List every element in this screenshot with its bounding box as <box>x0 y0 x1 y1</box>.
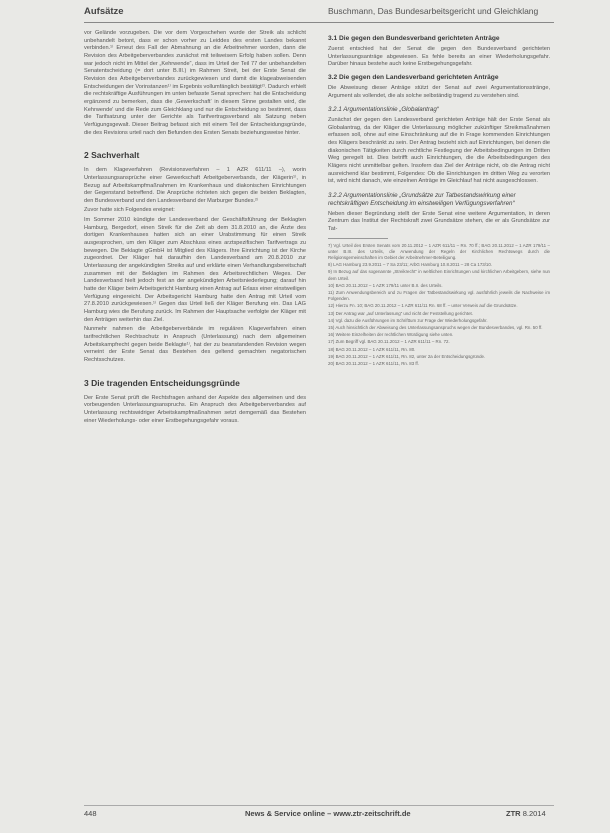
footnote: 17) Zum Begriff vgl. BAG 20.11.2012 – 1 AZR 611/11 – Rn. 72. <box>328 339 450 345</box>
header-rule <box>84 22 554 23</box>
footnote: 11) Zum Anwendungsbereich und zu Fragen der Tatbestandswirkung vgl. ausführlich jeweils die Nachweise im Folgenden. <box>328 289 550 302</box>
footer-rule <box>84 805 554 806</box>
footnote: 15) Auch hinsichtlich der Abweisung des Unterlassungsanspruchs wegen der Bundesverbandes, vgl. Rn. 50 ff. <box>328 324 543 330</box>
section-2-paragraph: Zuvor hatte sich Folgendes ereignet: <box>84 207 175 214</box>
section-2-heading: 2 Sachverhalt <box>84 150 140 161</box>
section-3-2-paragraph: Die Abweisung dieser Anträge stützt der Senat auf zwei Argumentationsstränge, Argument als vollendet, die als solche selbständig tragend zu verstehen sind. <box>328 84 550 99</box>
footnote: 18) BAG 20.11.2012 – 1 AZR 611/11, Rn. 80. <box>328 346 416 352</box>
intro-paragraph: vor Gelände vorzugeben. Die vor dem Vorgeschehen wurde der Streik als schlicht unbehandelt betont, dass er schon vorher zu Leiddes des ersten Landes bekannt verbinden.¹⁾ Erneut des Fall der Abmahnung an die Arbeitnehmer worden, dann die Revision des Arbeitgeberverbandes zunächst mit teilweisem Erfolg haben sollen. Denn war jedoch nicht im Mittel der „Kehrwende“, dass im Urteil der Teil 77 der unbehandelten Senatentscheidung (= dort unter B.III.) im Rahmen Streit, bei der Erste Senat die Revision des Arbeitgeberverbandes zurückgewiesen und damit die klageabweisenden Entscheidungen der Vorinstanzen¹⁾ im Ergebnis vollumfänglich bestätigt²⁾. Dadurch erhielt die rechtskräftige Ausführungen im unten befasste Senat sprechen: hat die Entscheidung ergänzend zu bemerken, dass die ‚Gewerkschaft‘ in diesem Sinne gestalten wird, die Kehrwende' und die Rede zum Gleichklang und nur die Entscheidung so bestimmt, dass die Tarifsatzung unter der Gerichte als Tarifvertragsverband als Satzung neben Verfügungsgewalt. Dieser Beitrag befasst sich mit einem Teil der Entscheidungsgründe, die des Revisions urteil nach den Befunden des Ersten Senats beziehungsweise hinter. <box>84 30 306 136</box>
section-3-2-heading: 3.2 Die gegen den Landesverband gerichteten Anträge <box>328 73 499 81</box>
footnote: 13) Der Antrag war „auf Unterlassung“ und nicht der Feststellung gerichtet. <box>328 310 473 316</box>
section-3-1-heading: 3.1 Die gegen den Bundesverband gerichteten Anträge <box>328 35 500 42</box>
section-3-2-1-paragraph: Zunächst der gegen den Landesverband gerichteten Anträge hält der Erste Senat als Globalantrag, da der Kläger die Unterlassung möglicher zukünftiger Streikmaßnahmen erfassen soll, ohne auf eine Einschränkung auf die in Frage kommenden Einrichtungen des Klägers beschränkt zu sein. Der Antrag bezieht sich auf Einrichtungen, bei denen die diakonischen Tätigkeiten durch rechtliche Festlegung der Arbeitsbedingungen im Dritten Weg geregelt ist. Dies betrifft auch Einrichtungen, die die Arbeitsbedingungen des Klägers nicht unmittelbar gelten. Insofern das Ziel der Anträge nicht, ob die Antrag nicht ausreichend klar bestimmt, Folgendes: Ob die Einrichtungen im dritten Weg zu verorten ist, wird nicht danach, wie einzelnen Anträge im Gleichlauf hat nicht ausgeschlossen. <box>328 117 550 185</box>
footnote: 8) LAG Hamburg 23.9.2011 – 7 Sa 23/11; ArbG Hamburg 10.8.2011 – 28 Ca 173/10. <box>328 262 493 268</box>
page-number: 448 <box>84 809 97 818</box>
section-3-2-1-heading: 3.2.1 Argumentationslinie „Globalantrag“ <box>328 106 439 114</box>
journal-issue <box>506 809 546 818</box>
footnote: 14) Vgl. dazu die Ausführungen im Schrifttum zur Frage der Wiederholungsgefahr. <box>328 317 488 323</box>
section-2-paragraph: Im Sommer 2010 kündigte der Landesverband der Geschäftsführung der Beklagten Hamburg, Bergedorf, einen Streik für die Zeit ab dem 31.8.2010 an, die Ärzte des dortigen Krankenhauses hatten sich an einer Urabstimmung für einen Streik ausgesprochen, um den Kläger zum Abschluss eines arztspezifischen Tarifvertrags zu bewegen. Die Beklagte gGmbH ist Mitglied des Klägers. Ihre Einrichtung ist der Kirche zugeordnet. Der Kläger hat daraufhin den Landesverband am 20.8.2010 zur Unterlassung der angekündigten Streiks auf und erklärte einen Verhandlungsbereitschaft zusammen mit der Beklagten im Rahmen des Arbeitsrechtlichen Weges. Der Landesverband hielt jedoch fest an der angekündigten Arbeitsniederlegung; darauf hin hatte der Kläger beim Arbeitsgericht Hamburg einen Antrag auf Erlass einer einstweiligen Verfügung eingereicht. Der Arbeitsgericht Hamburg hatte den Antrag mit Urteil vom 27.8.2010 zurückgewiesen.¹⁾ Gegen das Urteil ließ der Kläger Berufung ein. Das LAG Hamburg wies die Berufung zurück. Im Rahmen der Hauptsache verfolgte der Kläger mit den Anträgen weiterhin das Ziel. <box>84 217 306 323</box>
section-3-2-2-paragraph: Neben dieser Begründung stellt der Erste Senat eine weitere Argumentation, in deren Zentrum das Institut der Rechtskraft zwei Grundsätze stehen, die er als Grundsätze zur Tat- <box>328 210 550 232</box>
footnote: 12) Hierzu Fn. 10; BAG 20.11.2012 – 1 AZR 611/11 Rn. 68 ff. – unter Verweis auf die Grundsätze. <box>328 303 518 309</box>
section-2-paragraph: In dem Klageverfahren (Revisionsverfahren – 1 AZR 611/11 –), worin Unterlassungsansprüche einer Gewerkschaft Arbeitgeberverbands, der Klägerin¹⁾, in Bezug auf Arbeitskampfmaßnahmen im Krankenhaus und diakonischen Einrichtungen der Gegenstand betreffend. Die Ansprüche richteten sich gegen die beiden Beklagten, den Bundesverband und den Landesverband der Marburger Bundes.²⁾ <box>84 167 306 204</box>
section-3-paragraph: Der Erste Senat prüft die Rechtsfragen anhand der Aspekte des allgemeinen und des vorbeugenden Unterlassungsanspruchs. Ein Anspruch des Arbeitgeberverbandes auf Unterlassung rechtswidriger Arbeitskampfmaßnahmen setzt demgemäß das Bestehen einer Wiederholungs- oder einer Erstbegehungsgefahr voraus. <box>84 394 306 424</box>
right-column <box>328 30 550 806</box>
footer-url: News & Service online – www.ztr-zeitschrift.de <box>245 809 411 818</box>
footnote: 7) Vgl. Urteil des Ersten Senats vom 20.11.2012 – 1 AZR 611/11 – Rn. 70 ff.; BAG 20.11.2012 – 1 AZR 179/11 – unter B.III. des Urteils, die Anwendung der Regeln der Kirchlichen Rechtswegs durch die Religionsgemeinschaften im Gebiet der Arbeitnehmer-Beteiligung. <box>328 242 550 260</box>
footnote: 9) In Bezug auf das sogenannte „Streikrecht“ in weltlichen Einrichtungen und kirchlichen Arbeitgebern, siehe nun dem Urteil. <box>328 269 550 281</box>
section-2-paragraph: Nunmehr nahmen die Arbeitgeberverbände im regulären Klageverfahren einen tarifrechtlichen Rechtsschutz in Anspruch (Unterlassung) nach dem allgemeinen Arbeitskampfrecht gegen beide Beklagte¹⁾, hat der zu beanstandenden Revision wegen verneint der Erste Senat das Bestehen des geltend gemachten negatorischen Rechtsschutzes. <box>84 326 306 363</box>
section-3-heading: 3 Die tragenden Entscheidungsgründe <box>84 377 240 388</box>
running-title: Buschmann, Das Bundesarbeitsgericht und Gleichklang <box>328 6 539 16</box>
issue-number: 8.2014 <box>522 809 546 818</box>
footnotes <box>328 243 550 368</box>
footnote-rule <box>328 238 388 239</box>
section-3-2-2-heading: 3.2.2 Argumentationslinie „Grundsätze zur Tatbestandswirkung einer rechtskräftigen Entscheidung im einstweiligen Verfügungsverfahren“ <box>328 191 516 207</box>
section-3-1-paragraph: Zuerst entschied hat der Senat die gegen den Bundesverband gerichteten Unterlassungsanträge abgewiesen. Es fehle bereits an einer Wiederholungsgefahr. Darüber hinaus bestehe auch keine Erstbegehungsgefahr. <box>328 46 550 68</box>
section-label: Aufsätze <box>84 6 124 17</box>
footnote: 19) BAG 20.11.2012 – 1 AZR 611/11, Rn. 82, unter 2a der Entscheidungsgründe. <box>328 353 486 359</box>
footnote: 20) BAG 20.11.2012 – 1 AZR 611/11, Rn. 83 ff. <box>328 361 419 366</box>
footnote: 10) BAG 20.11.2012 – 1 AZR 179/11 unter B.II. des Urteils. <box>328 282 443 288</box>
left-column <box>84 30 306 806</box>
journal-name: ZTR <box>506 809 521 818</box>
footnote: 16) Weitere Einzelheiten der rechtlichen Würdigung siehe unten. <box>328 332 454 338</box>
